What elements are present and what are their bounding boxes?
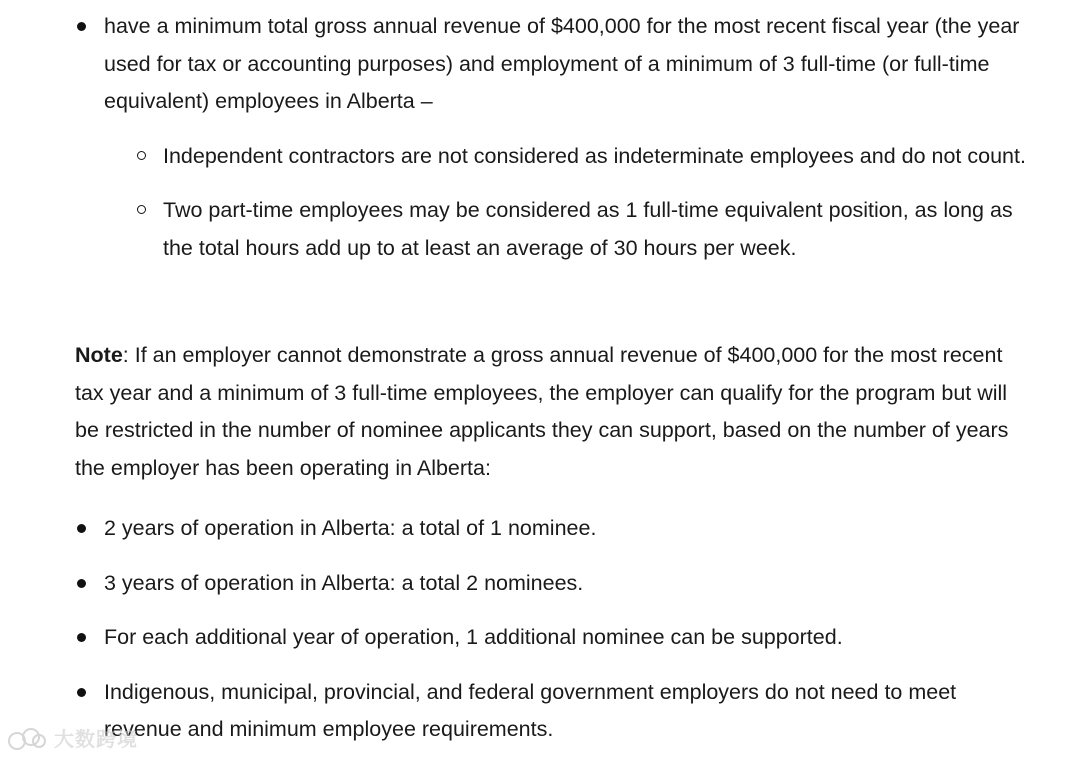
note-label: Note <box>75 343 123 367</box>
bullet-icon <box>77 579 86 588</box>
hollow-bullet-icon <box>137 205 146 214</box>
bullet-icon <box>77 688 86 697</box>
bullet-icon <box>77 22 86 31</box>
sub-list-item <box>105 192 1035 267</box>
bullet-icon <box>77 633 86 642</box>
list-item <box>75 8 1035 267</box>
note-paragraph <box>75 337 1010 487</box>
list-item-text: For each additional year of operation, 1 additional nominee can be supported. <box>104 625 843 649</box>
requirements-list <box>75 8 1035 284</box>
watermark-text: 大数跨境 <box>54 727 138 752</box>
list-item-text: Indigenous, municipal, provincial, and federal government employers do not need to meet revenue and minimum employee requirements. <box>104 679 957 741</box>
sub-list-item-text: Independent contractors are not considered as indeterminate employees and do not count. <box>163 143 1026 168</box>
list-item <box>75 674 1035 749</box>
watermark-logo-icon <box>8 728 48 752</box>
sub-list-item <box>105 138 1035 176</box>
hollow-bullet-icon <box>137 151 146 160</box>
list-item <box>75 510 1035 548</box>
nominee-allocation-list <box>75 510 1035 766</box>
list-item-text: 2 years of operation in Alberta: a total of 1 nominee. <box>104 516 597 540</box>
sub-list <box>105 138 1035 268</box>
list-item-text: have a minimum total gross annual revenue of $400,000 for the most recent fiscal year (the year used for tax or accounting purposes) and employment of a minimum of 3 full-time (or full-time equivalent) employees in Alberta – <box>104 14 1020 113</box>
sub-list-item-text: Two part-time employees may be considered as 1 full-time equivalent position, as long as the total hours add up to at least an average of 30 hours per week. <box>163 198 1013 260</box>
list-item <box>75 565 1035 603</box>
note-text: : If an employer cannot demonstrate a gross annual revenue of $400,000 for the most recent tax year and a minimum of 3 full-time employees, the employer can qualify for the program but will be restricted in the number of nominee applicants they can support, based on the number of years the employer has been operating in Alberta: <box>75 343 1009 480</box>
list-item-text: 3 years of operation in Alberta: a total 2 nominees. <box>104 570 584 595</box>
bullet-icon <box>77 524 86 533</box>
list-item <box>75 619 1035 657</box>
